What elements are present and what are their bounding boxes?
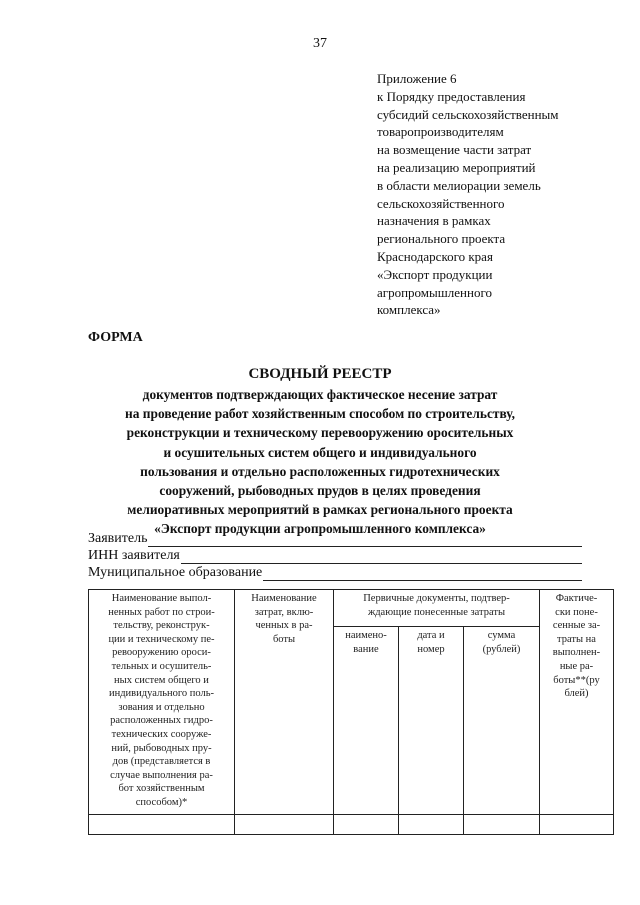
appendix-line: комплекса» — [377, 302, 441, 318]
header-text-line: (рублей) — [482, 643, 521, 655]
table-header-row — [89, 590, 614, 627]
col-cost-name-header — [235, 590, 334, 815]
header-text-line: ции и техническому пе- — [108, 633, 215, 645]
header-text-line: тельных и осушитель- — [111, 660, 212, 672]
applicant-line[interactable] — [148, 534, 582, 547]
header-text-line: ненных работ по строи- — [108, 606, 215, 618]
table-cell[interactable] — [235, 815, 334, 835]
subtitle-line: на проведение работ хозяйственным способом по строительству, — [125, 406, 515, 422]
header-text-line: индивидуального поль- — [108, 688, 215, 700]
header-text-line: ных систем общего и — [114, 674, 209, 686]
header-text-line: ски поне- — [555, 606, 598, 618]
appendix-line: к Порядку предоставления — [377, 88, 526, 104]
municipality-field — [88, 564, 582, 581]
subtitle-line: документов подтверждающих фактическое несение затрат — [142, 387, 498, 402]
header-text-line: Наименование — [251, 593, 317, 604]
appendix-line: сельскохозяйственного — [377, 195, 505, 211]
header-text-line: номер — [417, 643, 445, 655]
header-text-line: ные ра- — [559, 660, 594, 672]
table-cell[interactable] — [464, 815, 540, 835]
municipality-line[interactable] — [263, 568, 582, 581]
inn-label: ИНН заявителя — [88, 548, 180, 563]
inn-line[interactable] — [181, 551, 582, 564]
appendix-line: агропромышленного — [377, 284, 492, 300]
header-text-line: затрат, вклю- — [254, 606, 314, 618]
subtitle-line: сооружений, рыбоводных прудов в целях проведения — [159, 483, 481, 499]
header-text-line: блей) — [564, 688, 589, 700]
appendix-line: Приложение 6 — [377, 71, 457, 86]
appendix-line: на реализацию мероприятий — [377, 159, 536, 175]
applicant-label: Заявитель — [88, 531, 148, 546]
header-text-line: выполнен- — [552, 647, 601, 659]
appendix-line: субсидий сельскохозяйственным — [377, 106, 559, 122]
appendix-line: «Экспорт продукции — [377, 266, 493, 282]
table-cell[interactable] — [89, 815, 235, 835]
municipality-label: Муниципальное образование — [88, 565, 263, 580]
table-cell[interactable] — [540, 815, 614, 835]
document-title: СВОДНЫЙ РЕЕСТР — [248, 366, 392, 382]
col-doc-name-header — [334, 627, 399, 815]
header-text-line: дов (представляется в — [112, 756, 211, 768]
appendix-line: товаропроизводителям — [377, 124, 504, 140]
header-text-line: траты на — [557, 633, 596, 645]
applicant-field — [88, 530, 582, 547]
subtitle-line: реконструкции и техническому перевооружению оросительных — [126, 425, 514, 441]
subtitle-line: «Экспорт продукции агропромышленного комплекса» — [154, 521, 486, 537]
header-text-line: бот хозяйственным — [118, 783, 205, 795]
header-text-line: случае выполнения ра- — [110, 769, 213, 781]
col-actual-costs-header — [540, 590, 614, 815]
header-text-line: наимено- — [345, 630, 387, 641]
appendix-header — [377, 70, 617, 319]
col-doc-date-header — [399, 627, 464, 815]
registry-table — [88, 589, 614, 835]
appendix-line: Краснодарского края — [377, 248, 493, 264]
header-text-line: Первичные документы, подтвер- — [363, 593, 510, 604]
appendix-line: в области мелиорации земель — [377, 177, 541, 193]
header-text-line: тельству, реконструк- — [113, 620, 210, 632]
header-text-line: Наименование выпол- — [111, 593, 212, 604]
header-text-line: ний, рыбоводных пру- — [111, 742, 212, 754]
title-block — [60, 364, 580, 539]
form-label: ФОРМА — [88, 330, 143, 345]
document-subtitle — [60, 385, 580, 539]
header-text-line: сумма — [487, 630, 516, 641]
subtitle-line: мелиоративных мероприятий в рамках регионального проекта — [127, 502, 513, 518]
header-text-line: ждающие понесенные затраты — [367, 606, 506, 618]
appendix-line: назначения в рамках — [377, 213, 491, 229]
header-text-line: ревооружению ороси- — [112, 647, 211, 659]
appendix-line: регионального проекта — [377, 231, 506, 247]
header-text-line: дата и — [417, 630, 445, 641]
col-works-name-header — [89, 590, 235, 815]
header-text-line: зования и отдельно — [118, 701, 205, 713]
header-text-line: сенные за- — [552, 620, 601, 632]
appendix-line: на возмещение части затрат — [377, 142, 532, 158]
table-row — [89, 815, 614, 835]
header-text-line: технических сооруже- — [111, 728, 212, 740]
inn-field — [88, 547, 582, 564]
table-cell[interactable] — [334, 815, 399, 835]
header-text-line: Фактиче- — [555, 593, 598, 604]
col-doc-sum-header — [464, 627, 540, 815]
header-text-line: расположенных гидро- — [110, 715, 213, 727]
header-text-line: способом)* — [135, 796, 188, 808]
col-primary-docs-header — [334, 590, 540, 627]
table-cell[interactable] — [399, 815, 464, 835]
subtitle-line: и осушительных систем общего и индивидуального — [163, 444, 477, 460]
header-text-line: вание — [353, 643, 379, 655]
header-text-line: боты — [272, 633, 296, 645]
page-number: 37 — [313, 36, 327, 51]
header-text-line: ченных в ра- — [255, 620, 313, 632]
subtitle-line: пользования и отдельно расположенных гидротехнических — [140, 463, 500, 479]
header-text-line: боты**(ру — [553, 674, 600, 686]
